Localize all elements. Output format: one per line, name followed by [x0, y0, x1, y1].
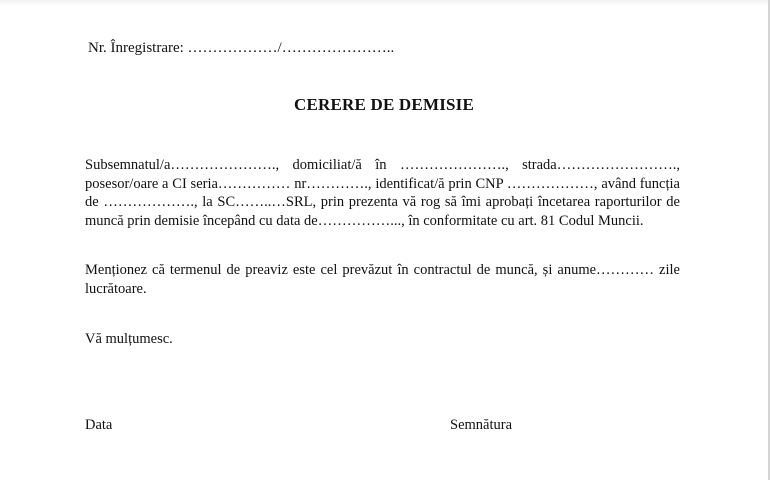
notice-period-paragraph: Menționez că termenul de preaviz este cel prevăzut în contractul de muncă, și anume………… zile lucrătoare.	[85, 262, 680, 297]
closing-thanks: Vă mulțumesc.	[85, 331, 173, 347]
date-label: Data	[85, 417, 113, 433]
registration-number-line: Nr. Înregistrare: ………………/…………………..	[88, 40, 395, 56]
request-body-paragraph: Subsemnatul/a…………………., domiciliat/ă în …………………., strada……………………., posesor/oare a CI seria…………… nr…………., identificat/ă prin CNP ………………, având funcția de ………………., la SC……..…SRL, prin prezenta vă rog să îmi aprobați încetarea raporturilor de muncă prin demisie începând cu data de……………..., în conformitate cu art. 81 Codul Muncii.	[85, 157, 680, 229]
page-top-shadow	[0, 0, 768, 6]
document-title: CERERE DE DEMISIE	[293, 95, 475, 114]
signature-label: Semnătura	[450, 417, 513, 433]
